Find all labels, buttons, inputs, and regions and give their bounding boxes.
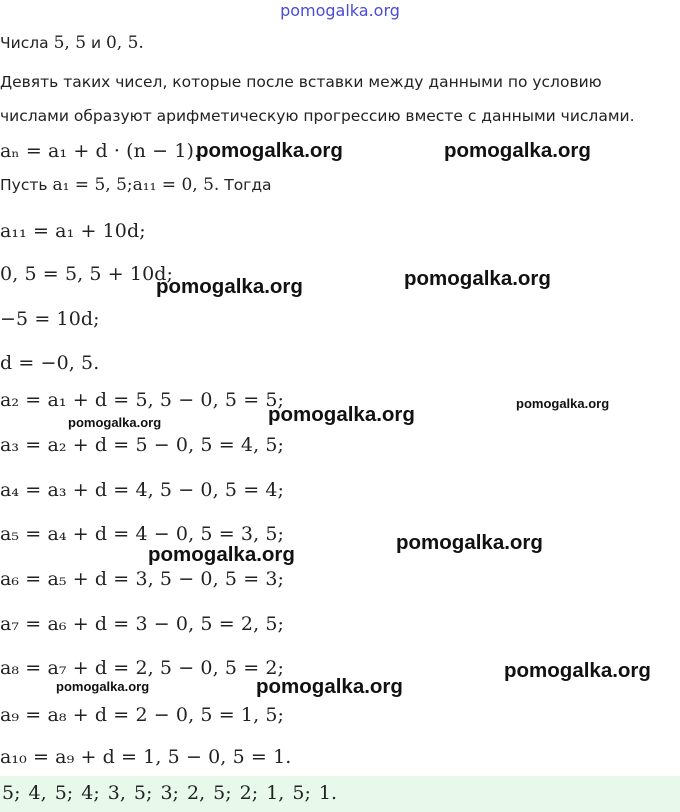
- step-12: a₉ = a₈ + d = 2 − 0, 5 = 1, 5;: [0, 704, 285, 726]
- numbers-line: Числа 5, 5 и 0, 5.: [0, 33, 144, 53]
- a1-value: a₁ = 5, 5;: [52, 175, 133, 195]
- step-5: a₂ = a₁ + d = 5, 5 − 0, 5 = 5;: [0, 389, 285, 411]
- answer-box: [0, 776, 680, 812]
- step-10: a₇ = a₆ + d = 3 − 0, 5 = 2, 5;: [0, 613, 285, 635]
- step-2: 0, 5 = 5, 5 + 10d;: [0, 263, 174, 285]
- watermark: pomogalka.org: [56, 679, 150, 694]
- watermark: pomogalka.org: [396, 531, 543, 554]
- watermark: pomogalka.org: [516, 396, 610, 411]
- step-3: −5 = 10d;: [0, 308, 100, 330]
- watermark: pomogalka.org: [504, 659, 651, 682]
- step-9: a₆ = a₅ + d = 3, 5 − 0, 5 = 3;: [0, 568, 285, 590]
- watermark: pomogalka.org: [444, 139, 591, 162]
- step-6: a₃ = a₂ + d = 5 − 0, 5 = 4, 5;: [0, 434, 285, 456]
- watermark: pomogalka.org: [268, 403, 415, 426]
- step-11: a₈ = a₇ + d = 2, 5 − 0, 5 = 2;: [0, 657, 285, 679]
- watermark: pomogalka.org: [196, 139, 343, 162]
- watermark: pomogalka.org: [404, 267, 551, 290]
- a11-value: a₁₁ = 0, 5.: [132, 175, 220, 195]
- watermark: pomogalka.org: [148, 543, 295, 566]
- given-line: Пусть a₁ = 5, 5;a₁₁ = 0, 5. Тогда: [0, 175, 272, 195]
- step-8: a₅ = a₄ + d = 4 − 0, 5 = 3, 5;: [0, 523, 285, 545]
- step-13: a₁₀ = a₉ + d = 1, 5 − 0, 5 = 1.: [0, 746, 292, 768]
- step-7: a₄ = a₃ + d = 4, 5 − 0, 5 = 4;: [0, 479, 285, 501]
- general-formula: aₙ = a₁ + d · (n − 1).: [0, 140, 201, 162]
- step-1: a₁₁ = a₁ + 10d;: [0, 220, 146, 242]
- watermark: pomogalka.org: [68, 415, 162, 430]
- site-link[interactable]: pomogalka.org: [280, 1, 400, 20]
- watermark: pomogalka.org: [256, 675, 403, 698]
- answer-text: 5; 4, 5; 4; 3, 5; 3; 2, 5; 2; 1, 5; 1.: [2, 782, 338, 804]
- step-4: d = −0, 5.: [0, 352, 100, 374]
- statement-line-2: числами образуют арифметическую прогрессию вместе с данными числами.: [0, 107, 635, 125]
- number-1: 5, 5: [53, 33, 87, 53]
- watermark: pomogalka.org: [156, 275, 303, 298]
- statement-line-1: Девять таких чисел, которые после вставки между данными по условию: [0, 73, 602, 91]
- number-2: 0, 5.: [105, 33, 144, 53]
